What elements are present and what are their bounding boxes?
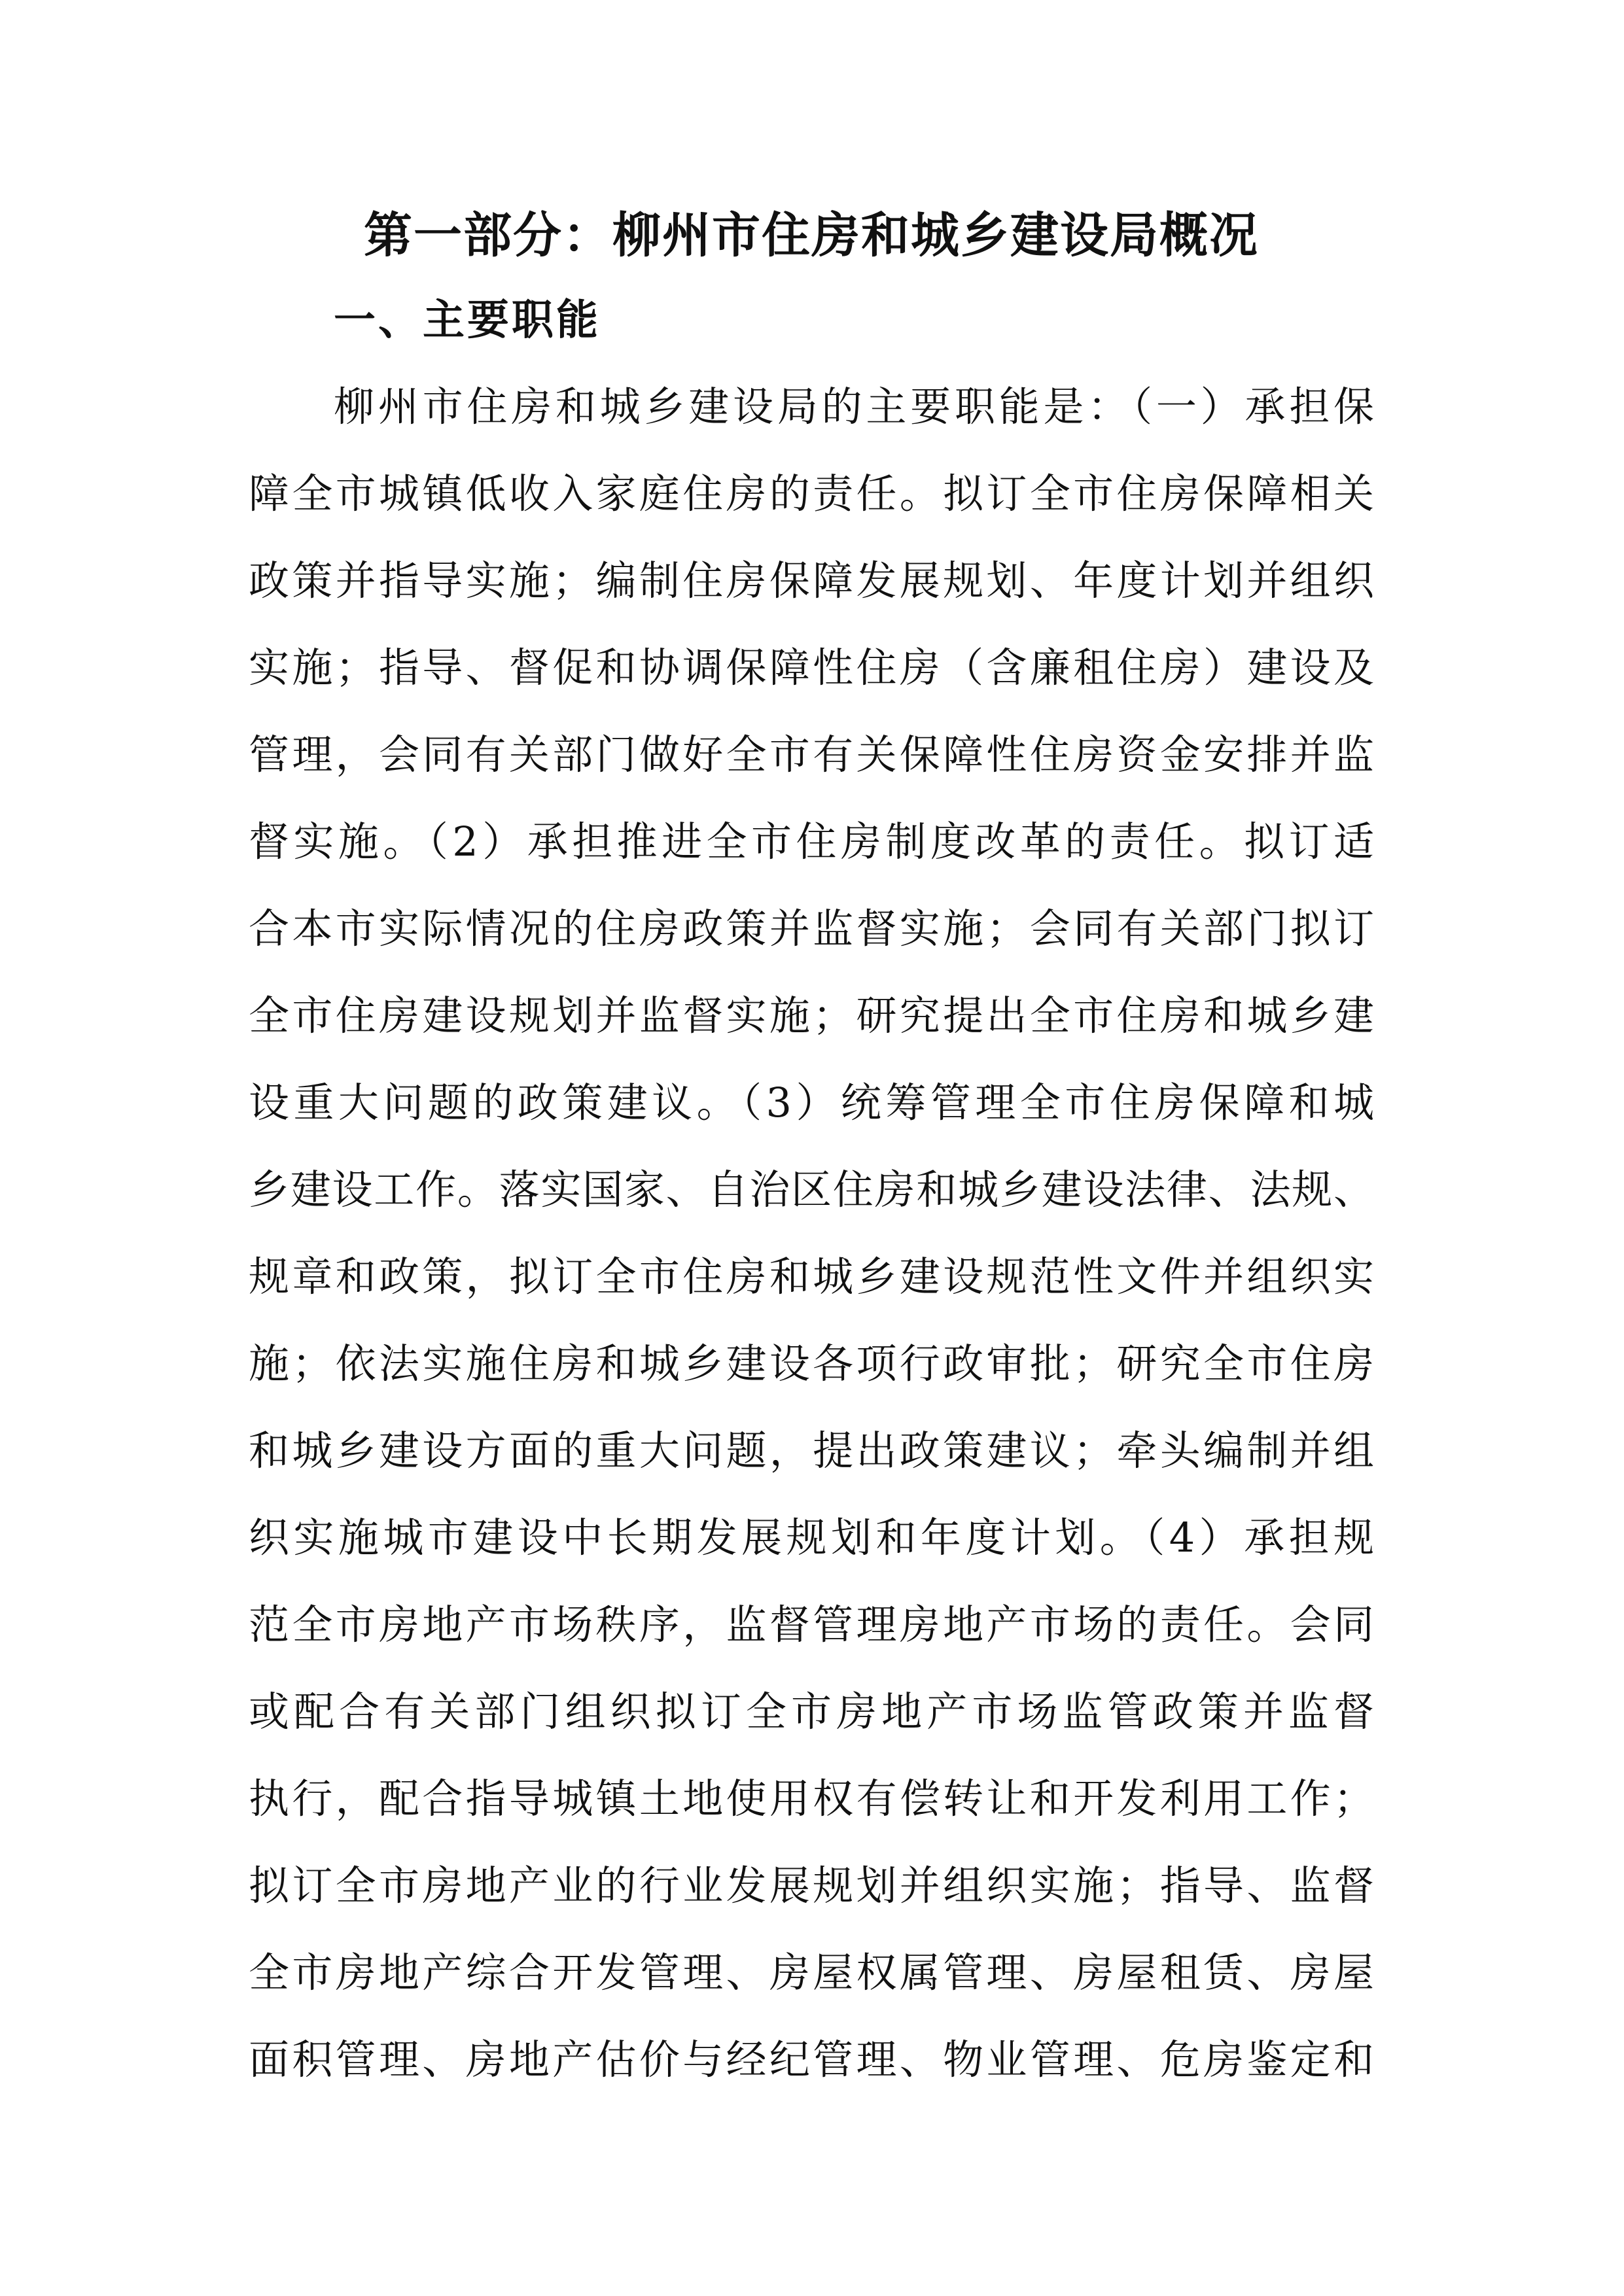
body-line: 范全市房地产市场秩序，监督管理房地产市场的责任。会同 (249, 1601, 1374, 1648)
body-line: 规章和政策，拟订全市住房和城乡建设规范性文件并组织实 (249, 1253, 1374, 1300)
body-line: 柳州市住房和城乡建设局的主要职能是：（一）承担保 (334, 383, 1374, 430)
body-line: 织实施城市建设中长期发展规划和年度计划。（4）承担规 (249, 1514, 1374, 1561)
section-heading: 一、主要职能 (334, 296, 601, 345)
page-title: 第一部分：柳州市住房和城乡建设局概况 (364, 207, 1259, 264)
body-line: 障全市城镇低收入家庭住房的责任。拟订全市住房保障相关 (249, 470, 1374, 517)
body-line: 执行，配合指导城镇土地使用权有偿转让和开发利用工作； (249, 1775, 1374, 1822)
body-line: 设重大问题的政策建议。（3）统筹管理全市住房保障和城 (249, 1079, 1374, 1126)
body-line: 全市房地产综合开发管理、房屋权属管理、房屋租赁、房屋 (249, 1949, 1374, 1996)
body-line: 全市住房建设规划并监督实施；研究提出全市住房和城乡建 (249, 992, 1374, 1039)
body-line: 实施；指导、督促和协调保障性住房（含廉租住房）建设及 (249, 644, 1374, 691)
body-line: 面积管理、房地产估价与经纪管理、物业管理、危房鉴定和 (249, 2036, 1374, 2083)
body-line: 和城乡建设方面的重大问题，提出政策建议；牵头编制并组 (249, 1427, 1374, 1474)
body-line: 督实施。（2）承担推进全市住房制度改革的责任。拟订适 (249, 818, 1374, 865)
body-line: 施；依法实施住房和城乡建设各项行政审批；研究全市住房 (249, 1340, 1374, 1387)
body-line: 管理，会同有关部门做好全市有关保障性住房资金安排并监 (249, 731, 1374, 778)
body-line: 或配合有关部门组织拟订全市房地产市场监管政策并监督 (249, 1688, 1374, 1735)
body-line: 乡建设工作。落实国家、自治区住房和城乡建设法律、法规、 (249, 1166, 1374, 1213)
body-line: 拟订全市房地产业的行业发展规划并组织实施；指导、监督 (249, 1862, 1374, 1909)
body-line: 合本市实际情况的住房政策并监督实施；会同有关部门拟订 (249, 905, 1374, 952)
body-paragraph (249, 363, 1374, 2103)
body-line: 政策并指导实施；编制住房保障发展规划、年度计划并组织 (249, 557, 1374, 604)
